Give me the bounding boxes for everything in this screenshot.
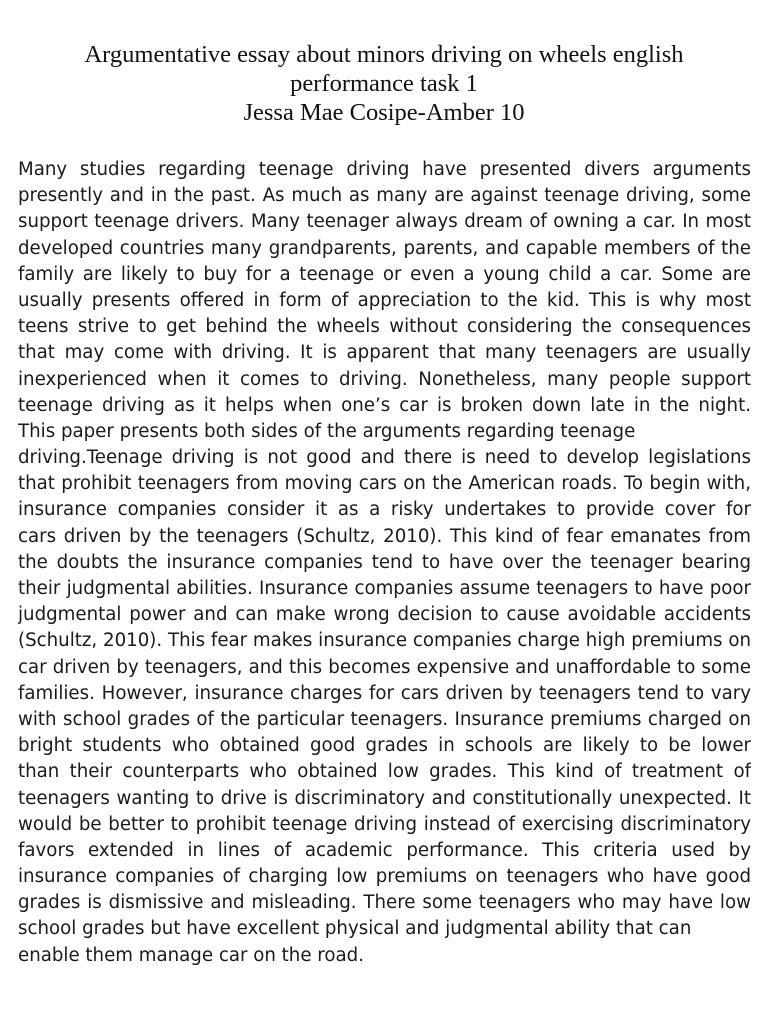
body-line: grades is dismissive and misleading. There some teenagers who may have low	[18, 892, 751, 914]
body-line: car driven by teenagers, and this becomes expensive and unaffordable to some	[18, 656, 751, 678]
body-line: usually presents offered in form of appreciation to the kid. This is why most	[18, 289, 751, 311]
body-line: bright students who obtained good grades in schools are likely to be lower	[18, 735, 751, 757]
body-line: This paper presents both sides of the arguments regarding teenage	[18, 420, 636, 442]
body-line: cars driven by the teenagers (Schultz, 2010). This kind of fear emanates from	[18, 525, 751, 547]
body-line: teenage driving as it helps when one’s car is broken down late in the night.	[18, 394, 751, 416]
body-line: the doubts the insurance companies tend to have over the teenager bearing	[18, 551, 751, 573]
body-line: insurance companies consider it as a risky undertakes to provide cover for	[18, 499, 751, 521]
body-line: support teenage drivers. Many teenager always dream of owning a car. In most	[18, 211, 751, 233]
title-line-1: Argumentative essay about minors driving on wheels english	[84, 41, 684, 68]
body-line: school grades but have excellent physical and judgmental ability that can	[18, 918, 692, 940]
body-line: favors extended in lines of academic performance. This criteria used by	[18, 839, 751, 861]
body-line: than their counterparts who obtained low grades. This kind of treatment of	[18, 761, 751, 783]
body-line: their judgmental abilities. Insurance companies assume teenagers to have poor	[18, 578, 751, 599]
body-line: teens strive to get behind the wheels without considering the consequences	[18, 316, 751, 338]
body-line: driving.Teenage driving is not good and there is need to develop legislations	[18, 447, 751, 469]
body-line: with school grades of the particular teenagers. Insurance premiums charged on	[18, 708, 751, 730]
document-title	[0, 40, 768, 127]
body-line: teenagers wanting to drive is discriminatory and constitutionally unexpected. It	[18, 787, 751, 809]
body-line: presently and in the past. As much as many are against teenage driving, some	[18, 185, 751, 207]
body-line: Many studies regarding teenage driving have presented divers arguments	[18, 159, 751, 180]
body-line: (Schultz, 2010). This fear makes insurance companies charge high premiums on	[18, 630, 751, 652]
body-line: enable them manage car on the road.	[18, 944, 364, 966]
body-line: judgmental power and can make wrong decision to cause avoidable accidents	[18, 604, 751, 626]
body-line: families. However, insurance charges for cars driven by teenagers tend to vary	[18, 682, 751, 704]
body-line: that prohibit teenagers from moving cars on the American roads. To begin with,	[18, 473, 751, 495]
body-line: insurance companies of charging low premiums on teenagers who have good	[18, 866, 751, 888]
title-line-2: performance task 1	[290, 70, 478, 97]
body-line: would be better to prohibit teenage driving instead of exercising discriminatory	[18, 813, 751, 835]
essay-body	[18, 157, 751, 969]
author-line: Jessa Mae Cosipe-Amber 10	[243, 99, 525, 126]
body-line: family are likely to buy for a teenage or even a young child a car. Some are	[18, 263, 751, 285]
body-line: that may come with driving. It is apparent that many teenagers are usually	[18, 342, 751, 364]
body-line: inexperienced when it comes to driving. Nonetheless, many people support	[18, 368, 751, 390]
body-line: developed countries many grandparents, parents, and capable members of the	[18, 237, 751, 259]
